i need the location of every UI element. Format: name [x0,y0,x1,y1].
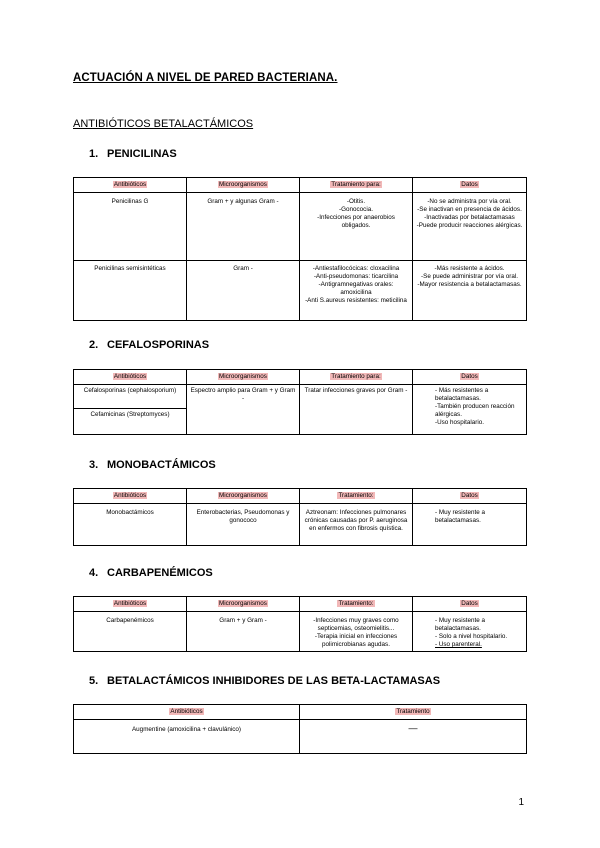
heading-monobactamicos [89,459,216,471]
header-cell: Antibióticos [74,178,187,193]
cell-tratamiento: Aztreonam: Infecciones pulmonares crónicas causadas por P. aeruginosa en enfermos con fibrosis quística. [300,504,413,546]
header-cell: Microorganismos [187,370,300,385]
cell-microorganismos: Gram + y Gram - [187,612,300,652]
header-cell: Tratamiento para: [300,370,413,385]
cell-datos: - Muy resistente a betalactamasas. [413,504,527,546]
page-title: ACTUACIÓN A NIVEL DE PARED BACTERIANA. [73,72,338,84]
heading-text: PENICILINAS [107,148,177,160]
header-cell: Antibióticos [74,370,187,385]
table-inhibidores [73,704,527,754]
table-header-row [74,597,527,612]
table-header-row [74,705,527,720]
header-cell: Tratamiento para: [300,178,413,193]
cell-microorganismos: Espectro amplio para Gram + y Gram - [187,385,300,435]
heading-text: MONOBACTÁMICOS [107,459,216,471]
header-cell: Antibióticos [74,705,300,720]
cell-antibiotico: Cefamicinas (Streptomyces) [74,409,187,435]
heading-number: 1. [89,148,99,160]
header-cell: Microorganismos [187,597,300,612]
header-cell: Tratamiento: [300,489,413,504]
header-cell: Antibióticos [74,597,187,612]
header-cell: Microorganismos [187,489,300,504]
header-cell: Tratamiento [300,705,527,720]
cell-antibiotico: Carbapenémicos [74,612,187,652]
heading-number: 4. [89,567,99,579]
heading-number: 3. [89,459,99,471]
cell-datos: - Muy resistente a betalactamasas. - Solo a nivel hospitalario. - Uso parenteral. [413,612,527,652]
header-cell: Datos [413,597,527,612]
cell-tratamiento: -Antiestafilocócicas: cloxacilina -Anti-pseudomonas: ticarcilina -Antigramnegativas orales: amoxicilina -Anti S.aureus resistentes: meticilina [300,261,413,321]
section-subtitle: ANTIBIÓTICOS BETALACTÁMICOS [73,118,254,130]
header-cell: Datos [413,178,527,193]
table-row [74,261,527,321]
header-cell: Antibióticos [74,489,187,504]
table-monobactamicos [73,488,527,546]
cell-tratamiento: — [300,720,527,754]
table-header-row [74,370,527,385]
heading-text: BETALACTÁMICOS INHIBIDORES DE LAS BETA-LACTAMASAS [107,675,441,687]
cell-microorganismos: Gram - [187,261,300,321]
table-row [74,504,527,546]
heading-number: 2. [89,339,99,351]
table-row [74,193,527,261]
table-row [74,385,527,409]
cell-antibiotico: Augmentine (amoxicilina + clavulánico) [74,720,300,754]
header-cell: Datos [413,370,527,385]
heading-inhibidores [89,675,440,687]
cell-datos: - Más resistentes a betalactamasas. -También producen reacción alérgicas. -Uso hospitalario. [413,385,527,435]
cell-antibiotico: Penicilinas G [74,193,187,261]
cell-microorganismos: Gram + y algunas Gram - [187,193,300,261]
table-cefalosporinas [73,369,527,435]
header-cell: Microorganismos [187,178,300,193]
cell-microorganismos: Enterobacterias, Pseudomonas y gonococo [187,504,300,546]
heading-carbapenemicos [89,567,213,579]
table-row [74,720,527,754]
cell-antibiotico: Monobactámicos [74,504,187,546]
heading-penicilinas [89,148,177,160]
cell-antibiotico: Cefalosporinas (cephalosporium) [74,385,187,409]
heading-text: CARBAPENÉMICOS [107,567,213,579]
cell-antibiotico: Penicilinas semisintéticas [74,261,187,321]
header-cell: Tratamiento: [300,597,413,612]
heading-text: CEFALOSPORINAS [107,339,210,351]
table-header-row [74,178,527,193]
cell-tratamiento: -Otitis. -Gonococia. -Infecciones por anaerobios obligados. [300,193,413,261]
table-penicilinas [73,177,527,321]
table-row [74,612,527,652]
cell-datos: -Más resistente a ácidos. -Se puede administrar por vía oral. -Mayor resistencia a betalactamasas. [413,261,527,321]
page-number: 1 [518,797,524,808]
header-cell: Datos [413,489,527,504]
cell-tratamiento: -Infecciones muy graves como septicemias, osteomielitis... -Terapia inicial en infecciones polimicrobianas agudas. [300,612,413,652]
cell-datos: -No se administra por vía oral. -Se inactivan en presencia de ácidos. -Inactivadas por betalactamasas -Puede producir reacciones alérgicas. [413,193,527,261]
table-carbapenemicos [73,596,527,652]
table-header-row [74,489,527,504]
heading-cefalosporinas [89,339,209,351]
cell-tratamiento: Tratar infecciones graves por Gram - [300,385,413,435]
heading-number: 5. [89,675,99,687]
